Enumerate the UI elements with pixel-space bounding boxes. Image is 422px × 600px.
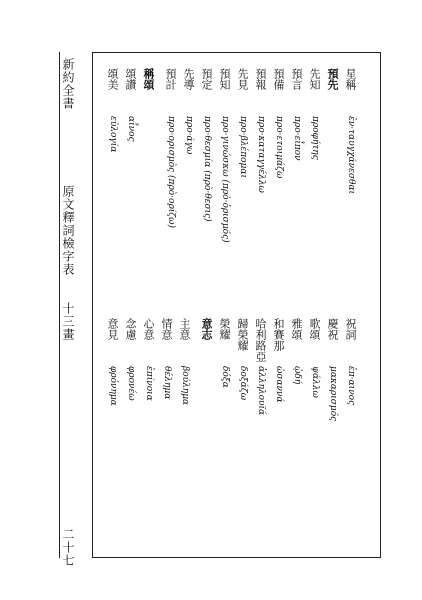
headword: 預言 bbox=[290, 68, 303, 90]
headword: 和賽那 bbox=[272, 318, 285, 351]
greek-term: προ·θεσμία (πρὸ·θεσις) bbox=[202, 116, 212, 222]
headword: 歌頌 bbox=[308, 318, 321, 340]
greek-term: φρονέω bbox=[126, 366, 136, 401]
book-title: 新約全書 bbox=[61, 58, 75, 110]
greek-term: προ·γινώσκω (πρὸ·ὁρισμός) bbox=[220, 116, 230, 243]
greek-term: ᾠδή bbox=[292, 366, 302, 385]
headword: 預報 bbox=[254, 68, 267, 90]
headword: 歸榮耀 bbox=[236, 318, 249, 351]
headword: 主意 bbox=[178, 318, 191, 340]
headword: 預計 bbox=[164, 68, 177, 90]
headword: 頌美 bbox=[106, 68, 119, 90]
headword: 頌讚 bbox=[124, 68, 137, 90]
greek-term: μακαρισμός bbox=[328, 366, 338, 422]
table-title: 原文釋詞檢字表 bbox=[61, 185, 75, 276]
headword: 先導 bbox=[182, 68, 195, 90]
page-number: 二十七 bbox=[61, 528, 75, 567]
greek-term: δοξάζω bbox=[238, 366, 248, 401]
greek-term: προ·καταγγέλλω bbox=[256, 116, 266, 193]
section-heading: 意志 bbox=[200, 318, 213, 340]
greek-term: ἐπίνοια bbox=[144, 366, 154, 401]
greek-term: προ·ορισμὸς (πρὸ·ορίζω) bbox=[166, 116, 176, 228]
headword: 預知 bbox=[218, 68, 231, 90]
greek-term: ἐπ·αινος bbox=[346, 366, 356, 406]
greek-term: ψάλλω bbox=[310, 366, 320, 398]
greek-term: βούλημα bbox=[180, 366, 190, 406]
stroke-count-section: 十三畫 bbox=[61, 302, 75, 341]
headword: 念慮 bbox=[124, 318, 137, 340]
greek-term: προφήτης bbox=[310, 116, 320, 160]
greek-term: φρόνημα bbox=[108, 366, 118, 406]
greek-term: εὐλογία bbox=[108, 116, 118, 153]
section-heading: 預先 bbox=[326, 68, 339, 90]
headword: 祝詞 bbox=[344, 318, 357, 340]
headword: 先知 bbox=[308, 68, 321, 90]
greek-term: ὡσαννά bbox=[274, 366, 284, 403]
greek-term: προ·ετοιμάζω bbox=[274, 116, 284, 179]
greek-term: δόξα bbox=[220, 366, 230, 388]
headword: 雅頌 bbox=[290, 318, 303, 340]
greek-term: αἶνος bbox=[126, 116, 136, 142]
headword: 榮耀 bbox=[218, 318, 231, 340]
greek-term: προ·βλέπομαι bbox=[238, 116, 248, 179]
headword: 心意 bbox=[142, 318, 155, 340]
headword: 意見 bbox=[106, 318, 119, 340]
greek-term: προ·άγω bbox=[184, 116, 194, 155]
greek-term: προ·εἶπον bbox=[292, 116, 302, 161]
headword: 情意 bbox=[160, 318, 173, 340]
greek-term: ἐν·ταυγχάνεσθαι bbox=[346, 116, 356, 195]
greek-term: θέλημα bbox=[162, 366, 172, 400]
section-heading: 稱頌 bbox=[142, 68, 155, 90]
headword: 哈利路亞 bbox=[254, 318, 267, 362]
greek-term: ἁλληλουϊά bbox=[256, 366, 266, 416]
headword: 預定 bbox=[200, 68, 213, 90]
margin-rule bbox=[59, 52, 60, 558]
headword: 慶祝 bbox=[326, 318, 339, 340]
headword: 預備 bbox=[272, 68, 285, 90]
headword: 先見 bbox=[236, 68, 249, 90]
headword: 星稱 bbox=[344, 68, 357, 90]
